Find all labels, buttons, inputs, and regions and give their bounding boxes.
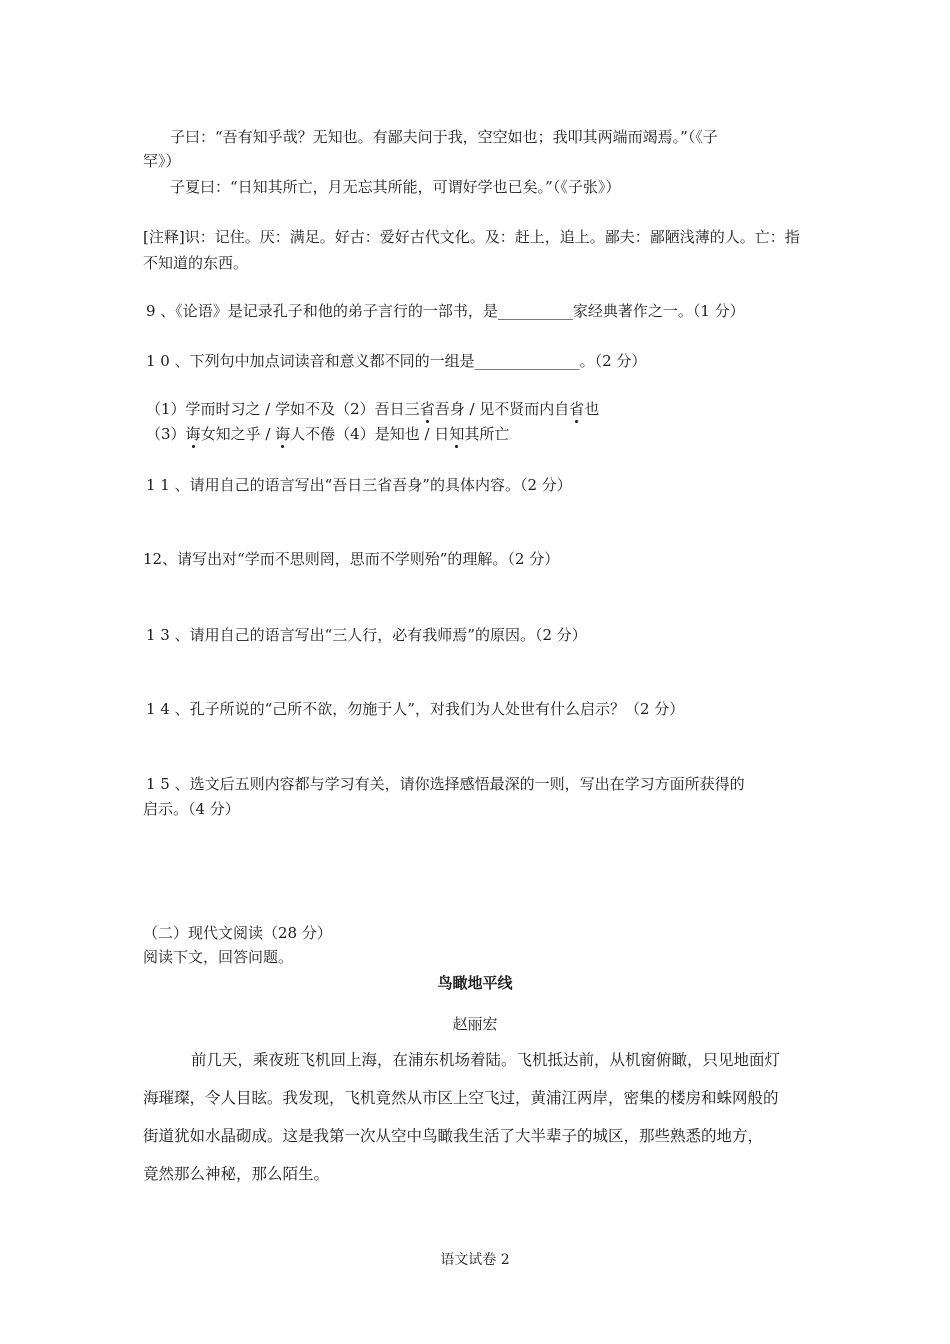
- question-15-line-1: 1 5 、选文后五则内容都与学习有关，请你选择感悟最深的一则，写出在学习方面所获得的: [146, 775, 745, 793]
- dotted-char: 省: [569, 400, 585, 418]
- question-13: 1 3 、请用自己的语言写出“三人行，必有我师焉”的原因。（2 分）: [146, 626, 587, 644]
- option-text: 吾身 / 见不贤而内自: [434, 400, 570, 418]
- dotted-char: 诲: [275, 425, 291, 443]
- notes-line-1: [注释]识：记住。厌：满足。好古：爱好古代文化。及：赶上，追上。鄙夫：鄙陋浅薄的人。亡：指: [143, 228, 800, 246]
- question-9: 9 、《论语》是记录孔子和他的弟子言行的一部书，是__________家经典著作之一。（1 分）: [146, 302, 745, 320]
- article-author: 赵丽宏: [452, 1015, 498, 1033]
- section-instruction: 阅读下文，回答问题。: [143, 948, 294, 966]
- question-15-line-2: 启示。（4 分）: [143, 800, 240, 818]
- zizhang-line: 子夏曰：“日知其所亡，月无忘其所能，可谓好学也已矣。”（《子张》）: [170, 178, 621, 196]
- question-14: 1 4 、孔子所说的“己所不欲，勿施于人”，对我们为人处世有什么启示？（2 分）: [146, 700, 685, 718]
- question-10: 1 0 、下列句中加点词读音和意义都不同的一组是______________。（2 分）: [146, 352, 647, 370]
- dotted-char: 知: [449, 425, 465, 443]
- zihan-line-2: 罕》）: [143, 152, 181, 170]
- paragraph-line: 海璀璨，令人目眩。我发现，飞机竟然从市区上空飞过，黄浦江两岸，密集的楼房和蛛网般的: [143, 1089, 779, 1107]
- article-title: 鸟瞰地平线: [437, 974, 513, 992]
- option-text: 也: [584, 400, 600, 418]
- zihan-line-1: 子曰：“吾有知乎哉？无知也。有鄙夫问于我，空空如也；我叩其两端而竭焉。”（《子: [170, 128, 718, 146]
- option-text: 其所亡: [464, 425, 510, 443]
- notes-line-2: 不知道的东西。: [143, 254, 249, 272]
- question-11: 1 1 、请用自己的语言写出“吾日三省吾身”的具体内容。（2 分）: [146, 476, 572, 494]
- question-10-options-1: [146, 398, 599, 420]
- paragraph-line: 竟然那么神秘，那么陌生。: [143, 1165, 330, 1183]
- paragraph-line: 街道犹如水晶砌成。这是我第一次从空中鸟瞰我生活了大半辈子的城区，那些熟悉的地方，: [143, 1127, 764, 1145]
- option-text: （3）: [146, 425, 186, 443]
- paragraph-line: 前几天，乘夜班飞机回上海，在浦东机场着陆。飞机抵达前，从机窗俯瞰，只见地面灯: [191, 1051, 781, 1069]
- dotted-char: 省: [419, 400, 435, 418]
- section-heading: （二）现代文阅读（28 分）: [143, 924, 332, 942]
- question-10-options-2: [146, 423, 509, 445]
- page-footer: 语文试卷 2: [440, 1252, 510, 1268]
- dotted-char: 诲: [185, 425, 201, 443]
- option-text: （1）学而时习之 / 学如不及（2）吾日三: [146, 400, 420, 418]
- option-text: 人不倦（4）是知也 / 日: [290, 425, 450, 443]
- option-text: 女知之乎 /: [200, 425, 276, 443]
- question-12: 12、请写出对“学而不思则罔，思而不学则殆”的理解。（2 分）: [143, 550, 560, 568]
